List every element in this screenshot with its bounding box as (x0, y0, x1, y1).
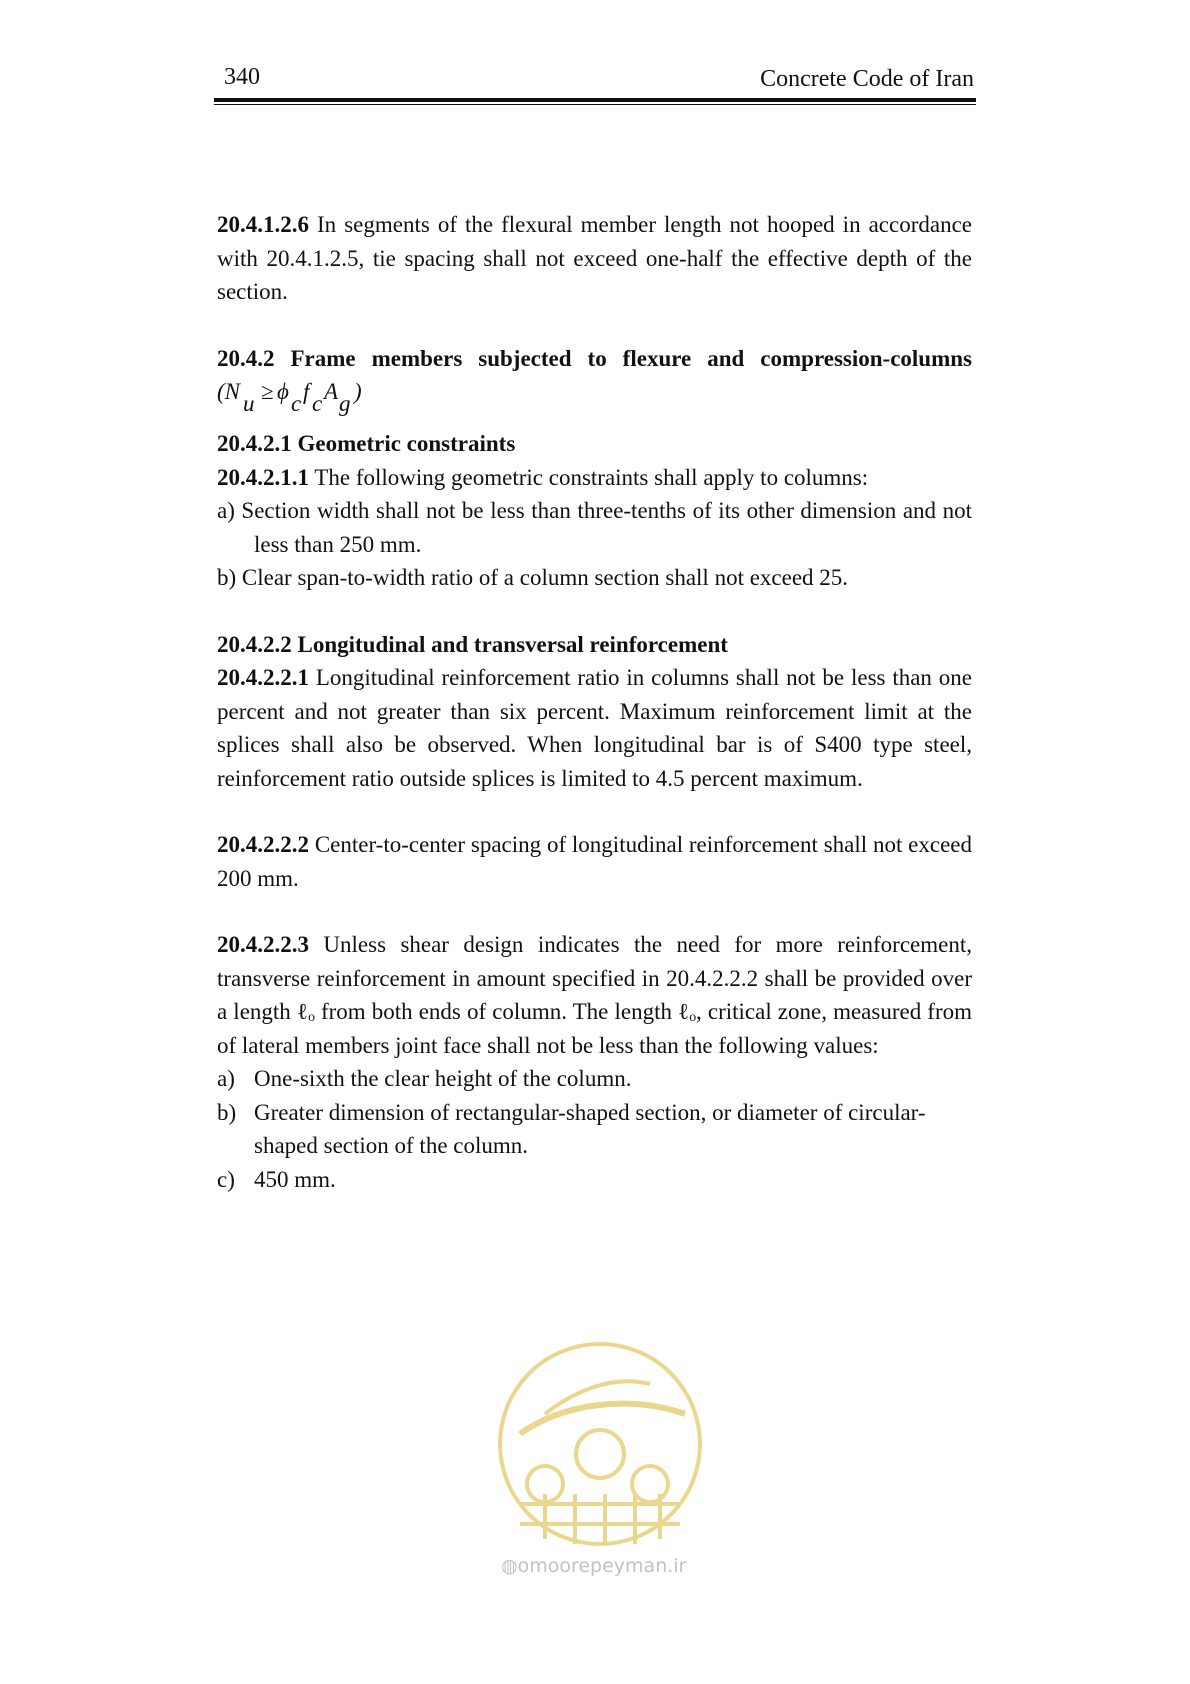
list-item-b: b) Clear span-to-width ratio of a column section shall not exceed 25. (217, 565, 849, 590)
clause-number: 20.4.2.1.1 (217, 464, 309, 490)
heading-20-4-2: 20.4.2 Frame members subjected to flexure and compression-columns (217, 345, 972, 371)
clause-text: The following geometric constraints shall apply to columns: (309, 464, 869, 490)
list-text: One-sixth the clear height of the column. (254, 1066, 632, 1091)
formula-ge: ≥ (261, 379, 274, 404)
formula-sub-c2: c (312, 391, 323, 416)
list-text: Greater dimension of rectangular-shaped section, or diameter of circular-shaped section of the column. (254, 1099, 926, 1158)
clause-number: 20.4.1.2.6 (217, 212, 309, 237)
paragraph-20-4-2-1-1 (217, 461, 972, 495)
page-number: 340 (224, 64, 260, 90)
list-item (217, 1096, 972, 1163)
list-label: b) (217, 1099, 237, 1125)
formula-sub-u: u (243, 391, 255, 416)
clause-text: Center-to-center spacing of longitudinal reinforcement shall not exceed 200 mm. (217, 832, 972, 891)
list-item (217, 1062, 972, 1096)
paragraph-20-4-2-2-3 (217, 928, 972, 1062)
running-title: Concrete Code of Iran (760, 66, 974, 92)
formula-axial-limit (217, 375, 972, 427)
formula-phi: ϕ (277, 379, 289, 404)
paragraph-20-4-2-2-1 (217, 661, 972, 795)
watermark-handle: ◍omoorepeyman.ir (501, 1555, 687, 1577)
paragraph-20-4-1-2-6 (217, 208, 972, 309)
heading-20-4-2-2: 20.4.2.2 Longitudinal and transversal reinforcement (217, 631, 728, 657)
heading-20-4-2-1: 20.4.2.1 Geometric constraints (217, 431, 516, 456)
list-label: c) (217, 1166, 235, 1192)
formula-open: (N (217, 379, 240, 404)
formula-sub-g: g (339, 391, 351, 416)
watermark-logo (490, 1334, 710, 1564)
list-label: a) (217, 1066, 235, 1091)
clause-number: 20.4.2.2.2 (217, 832, 309, 857)
clause-text: Unless shear design indicates the need for more reinforcement, transverse reinforcement in amount specified in 20.4.2.2.2 shall be provided over a length ℓₒ from both ends of column. The length ℓₒ, critical zone, measured from of lateral members joint face shall not be less than the following values: (217, 932, 972, 1058)
formula-sub-c1: c (291, 391, 302, 416)
header-rule-thin (214, 104, 976, 105)
header-rule-thick (214, 98, 976, 102)
list-item (217, 1163, 972, 1197)
formula-f: f (303, 379, 310, 404)
list-item-a: a) Section width shall not be less than three-tenths of its other dimension and not less than 250 mm. (217, 498, 972, 557)
clause-number: 20.4.2.2.1 (217, 665, 309, 690)
paragraph-20-4-2-2-2 (217, 828, 972, 895)
formula-A: A (324, 379, 339, 404)
clause-number: 20.4.2.2.3 (217, 932, 309, 957)
formula-close: ) (354, 379, 362, 404)
page-body (217, 208, 972, 1196)
clause-text: Longitudinal reinforcement ratio in columns shall not be less than one percent and not greater than six percent. Maximum reinforcement limit at the splices shall also be observed. When longitudinal bar is of S400 type steel, reinforcement ratio outside splices is limited to 4.5 percent maximum. (217, 665, 972, 791)
clause-text: In segments of the flexural member length not hooped in accordance with 20.4.1.2.5, tie spacing shall not exceed one-half the effective depth of the section. (217, 212, 972, 304)
list-text: 450 mm. (254, 1166, 336, 1192)
